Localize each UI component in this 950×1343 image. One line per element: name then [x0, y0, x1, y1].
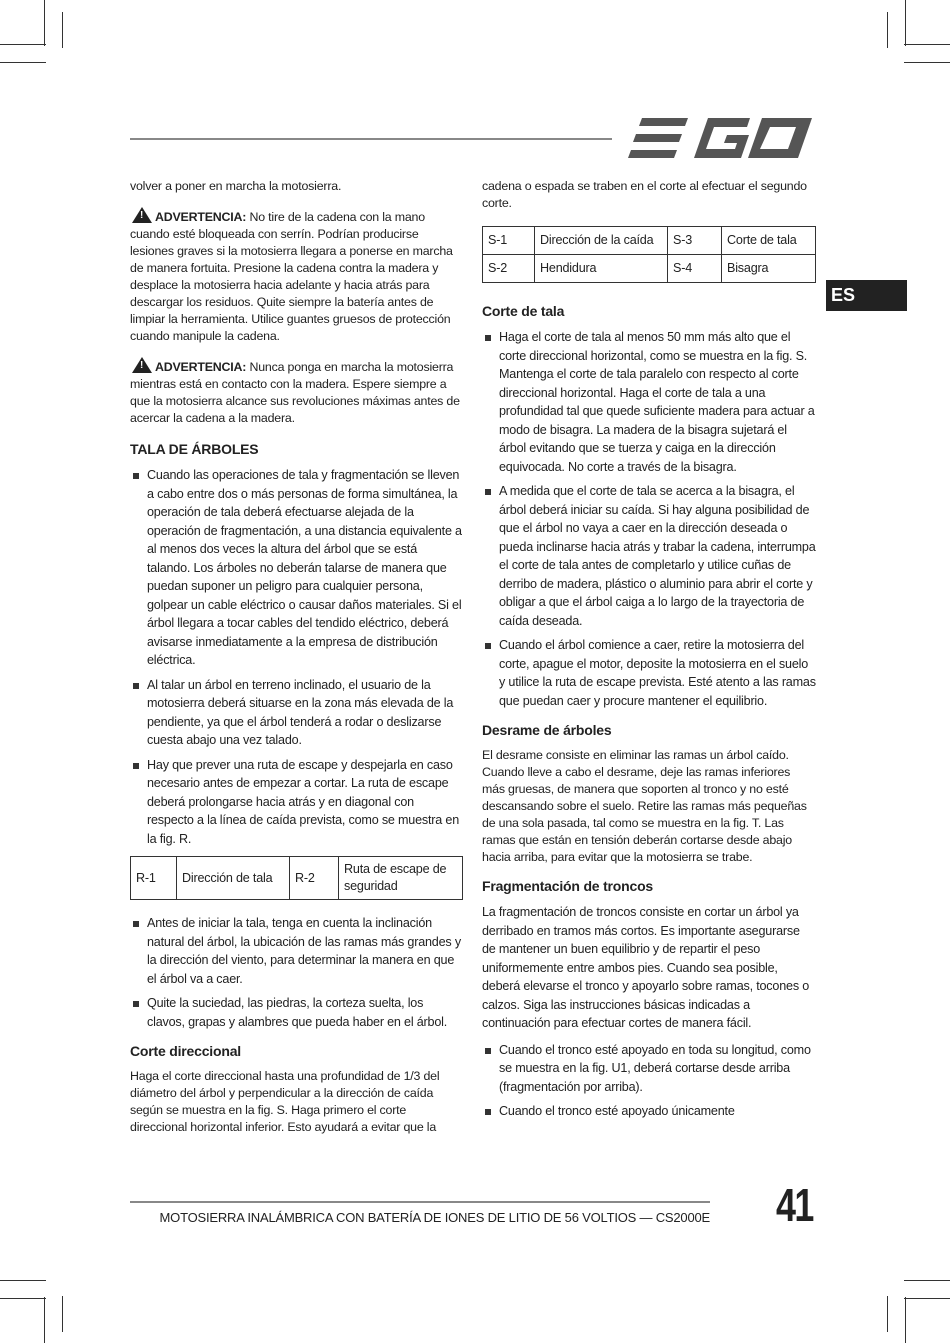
crop-mark — [62, 1296, 63, 1332]
crop-mark — [0, 62, 46, 63]
bullet-list — [482, 1041, 816, 1121]
crop-mark — [905, 0, 906, 46]
warning-paragraph — [130, 207, 463, 345]
table-cell: R-2 — [290, 857, 339, 900]
table-cell: S-3 — [668, 227, 722, 255]
list-item: Quite la suciedad, las piedras, la corteza suelta, los clavos, grapas y alambres que pueda haber en el árbol. — [130, 994, 463, 1031]
reference-table — [482, 226, 816, 283]
warning-text: No tire de la cadena con la mano cuando esté bloqueada con serrín. Podrían producirse lesiones graves si la motosierra llegara a ponerse en marcha de manera fortuita. Presione la cadena contra la madera y desplace la motosierra hacia adelante y hacia atrás para descargar los residuos. Quite siempre la batería antes de limpiar la herramienta. Utilice guantes gruesos de protección cuando manipule la cadena. — [130, 210, 453, 343]
body-text: El desrame consiste en eliminar las ramas un árbol caído. Cuando lleve a cabo el desrame, deje las ramas inferiores más gruesas, de manera que soporten al tronco y no esté descansando sobre el suelo. Retire las ramas más pequeñas de una sola pasada, tal como se muestra en la fig. T. Las ramas que están en tensión deberán cortarse desde abajo hacia arriba, para evitar que la motosierra se trabe. — [482, 748, 807, 864]
table-cell: Hendidura — [535, 255, 668, 283]
table-cell: S-1 — [483, 227, 535, 255]
right-column — [482, 178, 816, 1127]
ego-logo — [628, 116, 814, 160]
list-item: Cuando el árbol comience a caer, retire la motosierra del corte, apague el motor, deposite la motosierra en el suelo y utilice la ruta de escape prevista. Esté atento a las ramas que puedan caer y procure mantener el equilibrio. — [482, 636, 816, 710]
list-item: Cuando las operaciones de tala y fragmentación se lleven a cabo entre dos o más personas de forma simultánea, la operación de tala deberá efectuarse alejada de la operación de fragmentación, a una distancia equivalente a al menos dos veces la altura del árbol que se está talando. Los árboles no deberán talarse de manera que puedan suponer un peligro para cualquier persona, golpear un cable eléctrico o causar daños materiales. Si el árbol llegara a tocar cables del tendido eléctrico, deberá avisarse inmediatamente a la empresa de distribución eléctrica. — [130, 466, 463, 670]
intro-text: volver a poner en marcha la motosierra. — [130, 179, 342, 193]
warning-text: Nunca ponga en marcha la motosierra mientras está en contacto con la madera. Espere siempre a que la motosierra alcance sus revoluciones máximas antes de acercar la cadena a la madera. — [130, 360, 460, 425]
list-item: A medida que el corte de tala se acerca a la bisagra, el árbol deberá iniciar su caída. Si hay alguna posibilidad de que el árbol no vaya a caer en la dirección deseada o pueda inclinarse hacia atrás y trabar la cadena, interrumpa el corte de tala antes de completarlo y utilice cuñas de derribo de madera, plástico o aluminio para abrir el corte y obligar a que el árbol caiga a lo largo de la trayectoria de caída deseada. — [482, 482, 816, 630]
table-cell: Ruta de escape de seguridad — [339, 857, 463, 900]
section-heading: Corte direccional — [130, 1043, 241, 1059]
body-text: Haga el corte direccional hasta una profundidad de 1/3 del diámetro del árbol y perpendicular a la dirección de caída según se muestra en la fig. S. Haga primero el corte direccional horizontal inferior. Esto ayudará a evitar que la — [130, 1069, 440, 1134]
crop-mark — [904, 62, 950, 63]
crop-mark — [887, 12, 888, 48]
crop-mark — [44, 0, 45, 46]
warning-label: ADVERTENCIA: — [155, 360, 247, 374]
bullet-list — [130, 466, 463, 848]
table-row — [483, 227, 816, 255]
bullet-list — [482, 328, 816, 710]
table-row — [131, 857, 463, 900]
language-tab: ES — [826, 280, 907, 311]
table-cell: Dirección de tala — [177, 857, 290, 900]
section-heading: Fragmentación de troncos — [482, 878, 654, 894]
section-heading: TALA DE ÁRBOLES — [130, 441, 259, 457]
warning-label: ADVERTENCIA: — [155, 210, 247, 224]
list-item: Haga el corte de tala al menos 50 mm más alto que el corte direccional horizontal, como se muestra en la fig. S. Mantenga el corte de tala paralelo con respecto al corte direccional horizontal. Haga el corte de tala a una profundidad tal que quede suficiente madera para actuar a modo de bisagra. La madera de la bisagra sujetará el árbol evitando que se tuerza y caiga en la dirección equivocada. No corte a través de la bisagra. — [482, 328, 816, 476]
warning-icon: ! — [132, 357, 152, 373]
body-text: La fragmentación de troncos consiste en cortar un árbol ya derribado en tramos más cortos. Es importante asegurarse de mantener un buen equilibrio y de repartir el peso uniformemente entre ambos pies. Cuando sea posible, deberá elevarse el tronco y apoyarlo sobre ramas, tocones o calzos. Siga las instrucciones básicas indicadas a continuación para efectuar cortes de manera fácil. — [482, 905, 810, 1030]
table-cell: Dirección de la caída — [535, 227, 668, 255]
footer-title: MOTOSIERRA INALÁMBRICA CON BATERÍA DE IONES DE LITIO DE 56 VOLTIOS — CS2000E — [159, 1210, 710, 1225]
section-heading: Corte de tala — [482, 303, 565, 319]
crop-mark — [62, 12, 63, 48]
intro-text: cadena o espada se traben en el corte al efectuar el segundo corte. — [482, 179, 807, 210]
table-cell: Corte de tala — [722, 227, 816, 255]
table-row — [483, 255, 816, 283]
crop-mark — [904, 1280, 950, 1281]
crop-mark — [904, 44, 950, 45]
warning-icon: ! — [132, 207, 152, 223]
table-cell: S-2 — [483, 255, 535, 283]
table-cell: Bisagra — [722, 255, 816, 283]
crop-mark — [887, 1296, 888, 1332]
list-item: Antes de iniciar la tala, tenga en cuenta la inclinación natural del árbol, la ubicación de las ramas más grandes y la dirección del viento, para determinar la manera en que el árbol va a caer. — [130, 914, 463, 988]
page-number: 41 — [776, 1179, 813, 1231]
crop-mark — [0, 1280, 46, 1281]
header-rule — [130, 138, 612, 140]
crop-mark — [44, 1297, 45, 1343]
section-heading: Desrame de árboles — [482, 722, 612, 738]
crop-mark — [904, 1298, 950, 1299]
list-item: Hay que prever una ruta de escape y despejarla en caso necesario antes de empezar a cortar. La ruta de escape deberá prolongarse hacia atrás y en diagonal con respecto a la línea de caída prevista, como se muestra en la fig. R. — [130, 756, 463, 849]
table-cell: R-1 — [131, 857, 177, 900]
left-column — [130, 178, 463, 1144]
table-cell: S-4 — [668, 255, 722, 283]
list-item: Cuando el tronco esté apoyado en toda su longitud, como se muestra en la fig. U1, deberá cortarse desde arriba (fragmentación por arriba). — [482, 1041, 816, 1097]
crop-mark — [905, 1297, 906, 1343]
list-item: Cuando el tronco esté apoyado únicamente — [482, 1102, 816, 1121]
warning-paragraph — [130, 357, 463, 427]
footer-rule — [130, 1201, 710, 1203]
list-item: Al talar un árbol en terreno inclinado, el usuario de la motosierra deberá situarse en la zona más elevada de la pendiente, ya que el árbol tenderá a rodar o deslizarse cuesta abajo una vez talado. — [130, 676, 463, 750]
reference-table — [130, 856, 463, 900]
bullet-list — [130, 914, 463, 1031]
crop-mark — [0, 1298, 46, 1299]
crop-mark — [0, 44, 46, 45]
